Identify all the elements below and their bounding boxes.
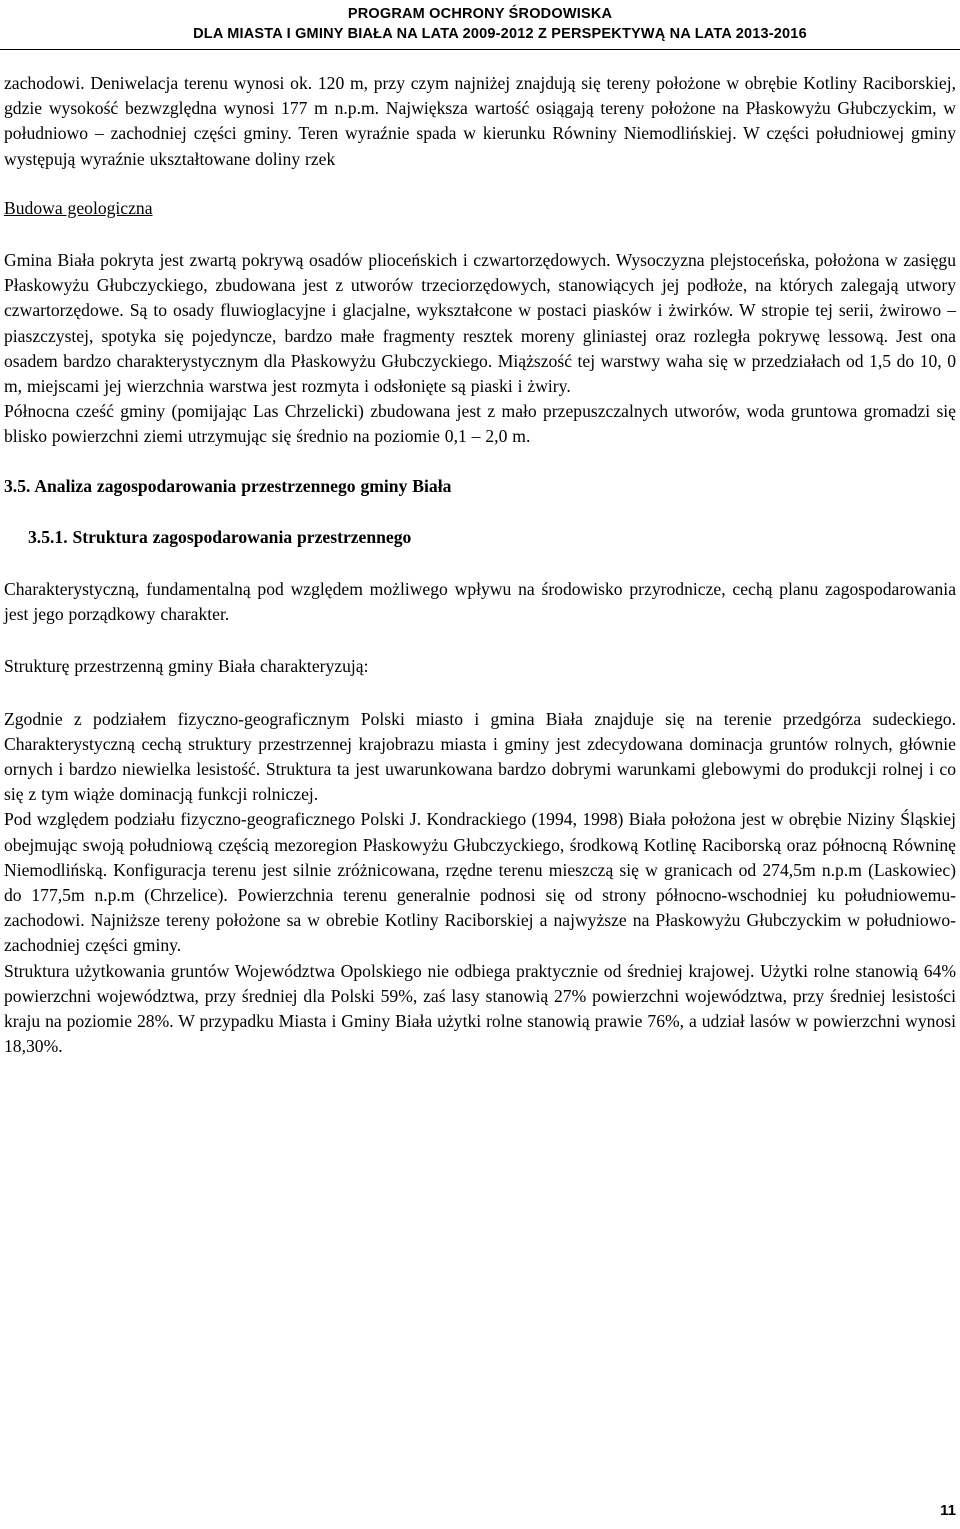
document-body (4, 71, 956, 1060)
paragraph-physiography: Zgodnie z podziałem fizyczno-geograficznym Polski miasto i gmina Biała znajduje się na terenie przedgórza sudeckiego. Charakterystyczną cechą struktury przestrzennej krajobrazu miasta i gminy jest zdecydowana dominacja gruntów rolnych, głównie ornych i bardzo niewielka lesistość. Struktura ta jest uwarunkowana bardzo dobrymi warunkami glebowymi do produkcji rolnej i co się z tym wiąże dominacją funkcji rolniczej. (4, 708, 956, 805)
paragraph-groundwater: Północna cześć gminy (pomijając Las Chrzelicki) zbudowana jest z mało przepuszczalnych utworów, woda gruntowa gromadzi się blisko powierzchni ziemi utrzymując się średnio na poziomie 0,1 – 2,0 m. (4, 401, 956, 447)
section-heading-3-5-1: 3.5.1. Struktura zagospodarowania przestrzennego (28, 526, 412, 547)
section-heading-3-5: 3.5. Analiza zagospodarowania przestrzennego gminy Biała (4, 475, 452, 496)
paragraph-land-use: Struktura użytkowania gruntów Województwa Opolskiego nie odbiega praktycznie od średniej krajowej. Użytki rolne stanowią 64% powierzchni województwa, przy średniej dla Polski 59%, zaś lasy stanowią 27% powierzchni województwa, przy średniej lesistości kraju na poziomie 28%. W przypadku Miasta i Gminy Biała użytki rolne stanowią prawie 76%, a udział lasów w powierzchni wynosi 18,30%. (4, 960, 956, 1057)
paragraph-plan-character: Charakterystyczną, fundamentalną pod względem możliwego wpływu na środowisko przyrodnicze, cechą planu zagospodarowania jest jego porządkowy charakter. (4, 579, 956, 625)
paragraph-geology: Gmina Biała pokryta jest zwartą pokrywą osadów plioceńskich i czwartorzędowych. Wysoczyzna plejstoceńska, położona w zasięgu Płaskowyżu Głubczyckiego, zbudowana jest z utworów trzeciorzędowych, stanowiących jej podłoże, na których zalegają utwory czwartorzędowe. Są to osady fluwioglacyjne i glacjalne, wykształcone w postaci piasków i żwirków. W stropie tej serii, żwirowo – piaszczystej, spotyka się pojedyncze, bardzo małe fragmenty resztek moreny gliniastej oraz rozległa pokrywę lessową. Jest ona osadem bardzo charakterystycznym dla Płaskowyżu Głubczyckiego. Miąższość tej warstwy waha się w przedziałach od 1,5 do 10, 0 m, miejscami jej wierzchnia warstwa jest rozmyta i odsłonięte są piaski i żwiry. (4, 250, 956, 397)
header-rule (0, 49, 960, 50)
paragraph-relief: zachodowi. Deniwelacja terenu wynosi ok. 120 m, przy czym najniżej znajdują się tereny położone w obrębie Kotliny Raciborskiej, gdzie wysokość bezwzględna wynosi 177 m n.p.m. Największa wartość osiągają tereny położone na Płaskowyżu Głubczyckim, w południowo – zachodniej części gminy. Teren wyraźnie spada w kierunku Równiny Niemodlińskiej. W części południowej gminy występują wyraźnie ukształtowane doliny rzek (4, 73, 956, 169)
header-subtitle: DLA MIASTA I GMINY BIAŁA NA LATA 2009-2012 Z PERSPEKTYWĄ NA LATA 2013-2016 (193, 26, 807, 42)
geology-heading: Budowa geologiczna (4, 197, 153, 218)
document-header (0, 4, 960, 44)
header-title: PROGRAM OCHRONY ŚRODOWISKA (347, 6, 613, 22)
paragraph-kondracki: Pod względem podziału fizyczno-geograficznego Polski J. Kondrackiego (1994, 1998) Biała położona jest w obrębie Niziny Śląskiej obejmując swoją południową częścią mezoregion Płaskowyżu Głubczyckiego, środkową Kotlinę Raciborską oraz północną Równinę Niemodlińską. Konfiguracja terenu jest silnie zróżnicowana, rzędne terenu mieszczą się w granicach od 274,5m n.p.m (Laskowiec) do 177,5m n.p.m (Chrzelice). Powierzchnia terenu generalnie podnosi się od strony północno-wschodniej ku południowemu- zachodowi. Najniższe tereny położone sa w obrebie Kotliny Raciborskiej a najwyższe na Płaskowyżu Głubczyckim w południowo-zachodniej części gminy. (4, 809, 956, 956)
paragraph-structure-intro: Strukturę przestrzenną gminy Biała charakteryzują: (4, 656, 369, 677)
page-number: 11 (940, 1502, 956, 1519)
